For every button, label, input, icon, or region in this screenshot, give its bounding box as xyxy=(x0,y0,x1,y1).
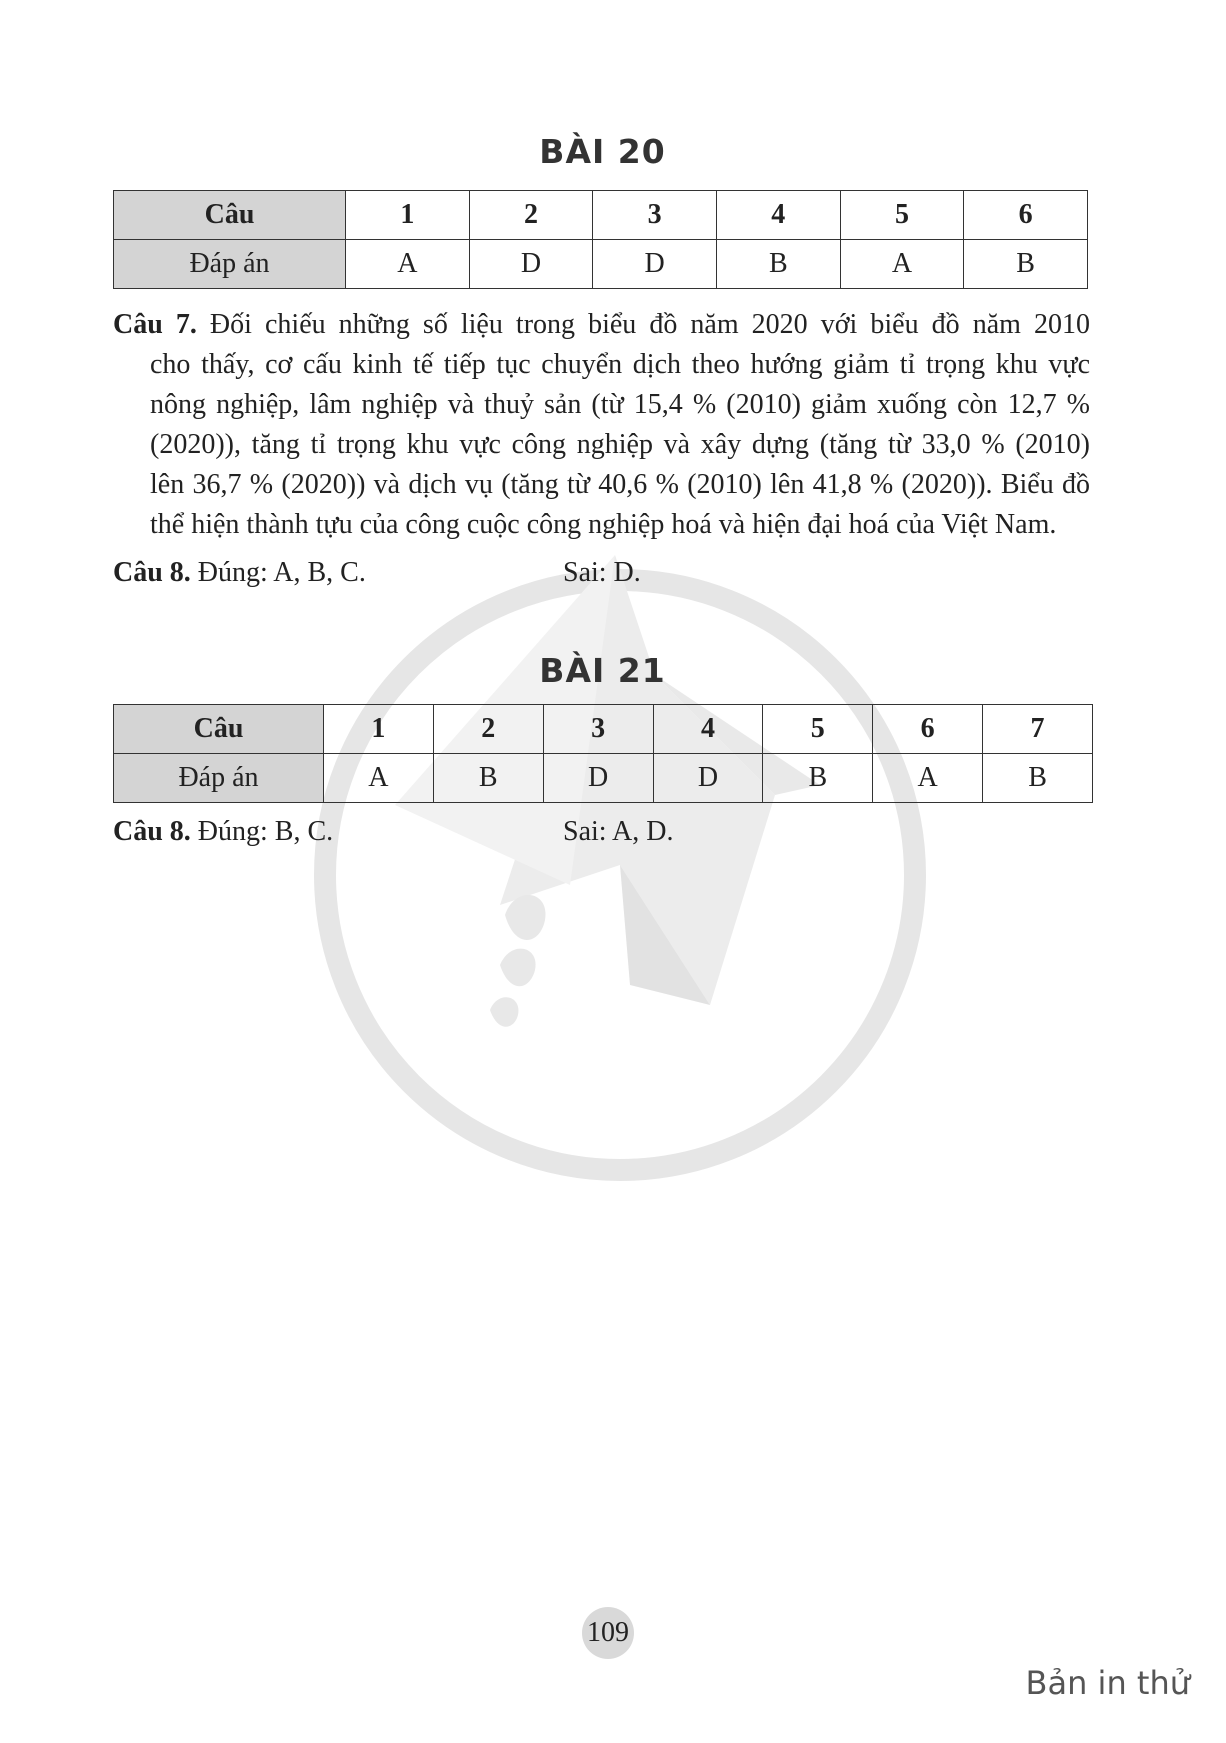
cau-7-label: Câu 7. xyxy=(113,309,197,340)
answer-cell: A xyxy=(346,240,470,289)
bai-20-title: BÀI 20 xyxy=(539,132,666,171)
bai-20-answer-table xyxy=(113,190,1088,289)
bai-21-title: BÀI 21 xyxy=(539,651,666,690)
question-number: 5 xyxy=(840,191,964,240)
paragraph-line: (2020)), tăng tỉ trọng khu vực công nghiệp và xây dựng (tăng từ 33,0 % (2010) xyxy=(150,429,1090,460)
paragraph-line: lên 36,7 % (2020)) và dịch vụ (tăng từ 40,6 % (2010) lên 41,8 % (2020)). Biểu đồ xyxy=(150,469,1090,500)
bai-20-cau-8-sai: Sai: D. xyxy=(563,557,641,588)
dap-an-header: Đáp án xyxy=(114,240,346,289)
question-number: 4 xyxy=(716,191,840,240)
answer-cell: D xyxy=(543,754,653,803)
question-number: 2 xyxy=(433,705,543,754)
paragraph-text: Đối chiếu những số liệu trong biểu đồ năm 2020 với biểu đồ năm 2010 xyxy=(196,309,1090,340)
answer-cell: A xyxy=(873,754,983,803)
question-number: 6 xyxy=(873,705,983,754)
draft-label: Bản in thử xyxy=(1025,1664,1190,1702)
question-number: 1 xyxy=(324,705,434,754)
answer-cell: B xyxy=(964,240,1088,289)
table-header-row xyxy=(114,705,1093,754)
bai-21-cau-8-dung xyxy=(113,812,333,852)
bai-21-answer-table xyxy=(113,704,1093,803)
question-number: 3 xyxy=(543,705,653,754)
question-number: 1 xyxy=(346,191,470,240)
answer-cell: B xyxy=(716,240,840,289)
paragraph-line xyxy=(113,305,1090,345)
page-number: 109 xyxy=(582,1607,634,1659)
question-number: 5 xyxy=(763,705,873,754)
cau-header: Câu xyxy=(114,705,324,754)
answer-cell: A xyxy=(840,240,964,289)
answer-cell: B xyxy=(433,754,543,803)
dap-an-header: Đáp án xyxy=(114,754,324,803)
paragraph-line: cho thấy, cơ cấu kinh tế tiếp tục chuyển dịch theo hướng giảm tỉ trọng khu vực xyxy=(150,349,1090,380)
question-number: 2 xyxy=(469,191,593,240)
cau-7-paragraph xyxy=(113,305,1090,545)
answer-cell: D xyxy=(469,240,593,289)
dung-text: Đúng: A, B, C. xyxy=(190,557,366,588)
question-number: 6 xyxy=(964,191,1088,240)
table-answer-row xyxy=(114,754,1093,803)
question-number: 7 xyxy=(983,705,1093,754)
table-answer-row xyxy=(114,240,1088,289)
question-number: 4 xyxy=(653,705,763,754)
question-number: 3 xyxy=(593,191,717,240)
cau-8-label: Câu 8. xyxy=(113,816,191,847)
paragraph-line: nông nghiệp, lâm nghiệp và thuỷ sản (từ 15,4 % (2010) giảm xuống còn 12,7 % xyxy=(150,389,1090,420)
cau-header: Câu xyxy=(114,191,346,240)
bai-20-cau-8-dung xyxy=(113,553,366,593)
cau-8-label: Câu 8. xyxy=(113,557,191,588)
answer-cell: A xyxy=(324,754,434,803)
answer-cell: B xyxy=(983,754,1093,803)
answer-cell: D xyxy=(593,240,717,289)
paragraph-line: thể hiện thành tựu của công cuộc công nghiệp hoá và hiện đại hoá của Việt Nam. xyxy=(150,509,1057,540)
answer-cell: B xyxy=(763,754,873,803)
bai-21-cau-8-sai: Sai: A, D. xyxy=(563,816,674,847)
answer-cell: D xyxy=(653,754,763,803)
table-header-row xyxy=(114,191,1088,240)
dung-text: Đúng: B, C. xyxy=(190,816,334,847)
